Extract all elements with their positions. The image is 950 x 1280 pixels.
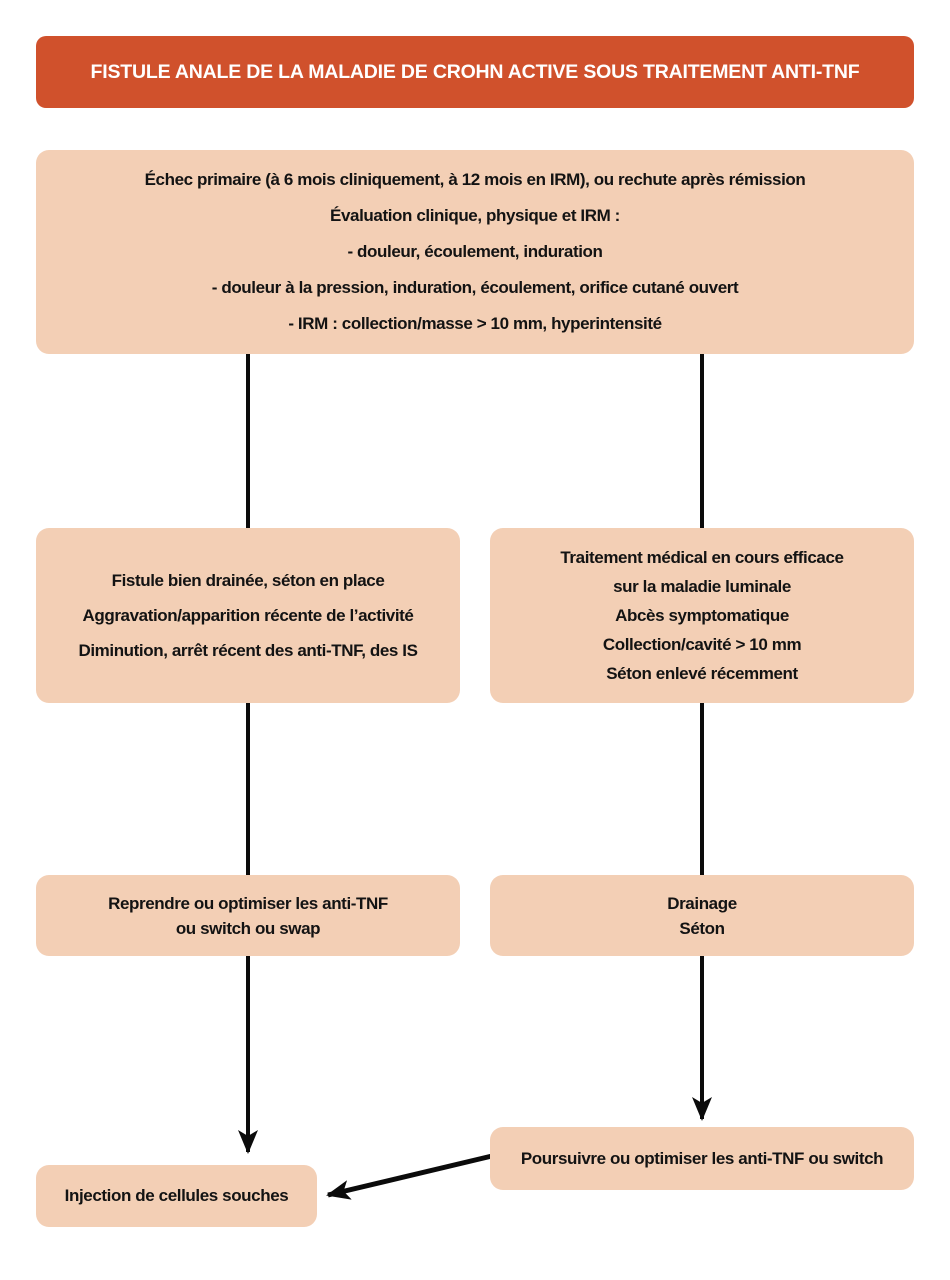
box-assessment-criteria	[36, 150, 914, 354]
box-resume-optimize-anti-tnf	[36, 875, 460, 956]
box-left-criteria	[36, 528, 460, 703]
right-criteria-line: Abcès symptomatique	[615, 606, 789, 625]
left-criteria-line: Fistule bien drainée, séton en place	[111, 571, 385, 590]
right-action-line: Séton	[679, 918, 725, 938]
assessment-line: Évaluation clinique, physique et IRM :	[330, 206, 620, 225]
box-right-criteria	[490, 528, 914, 703]
flowchart-title-banner	[36, 36, 914, 108]
right-action-line: Drainage	[667, 893, 737, 913]
box-drainage-seton	[490, 875, 914, 956]
assessment-line: - douleur à la pression, induration, écoulement, orifice cutané ouvert	[211, 278, 739, 297]
left-action-line: Reprendre ou optimiser les anti-TNF	[108, 893, 388, 913]
arrow-continue-tnf-to-stem-cells	[328, 1156, 492, 1195]
continue-tnf-line: Poursuivre ou optimiser les anti-TNF ou switch	[520, 1148, 884, 1168]
right-criteria-line: Séton enlevé récemment	[606, 664, 798, 683]
flowchart-title: FISTULE ANALE DE LA MALADIE DE CROHN ACTIVE SOUS TRAITEMENT ANTI-TNF	[90, 60, 860, 83]
assessment-line: - douleur, écoulement, induration	[347, 242, 603, 261]
right-criteria-line: Traitement médical en cours efficace	[560, 548, 844, 567]
box-continue-optimize-anti-tnf	[490, 1127, 914, 1190]
left-criteria-line: Diminution, arrêt récent des anti-TNF, des IS	[78, 641, 418, 660]
left-action-line: ou switch ou swap	[175, 918, 321, 938]
stem-cells-line: Injection de cellules souches	[64, 1186, 289, 1205]
right-criteria-line: sur la maladie luminale	[613, 577, 791, 596]
assessment-line: Échec primaire (à 6 mois cliniquement, à 12 mois en IRM), ou rechute après rémission	[144, 170, 806, 189]
assessment-line: - IRM : collection/masse > 10 mm, hyperintensité	[288, 314, 662, 333]
left-criteria-line: Aggravation/apparition récente de l’activité	[82, 606, 414, 625]
right-criteria-line: Collection/cavité > 10 mm	[602, 635, 802, 654]
box-stem-cell-injection	[36, 1165, 317, 1227]
